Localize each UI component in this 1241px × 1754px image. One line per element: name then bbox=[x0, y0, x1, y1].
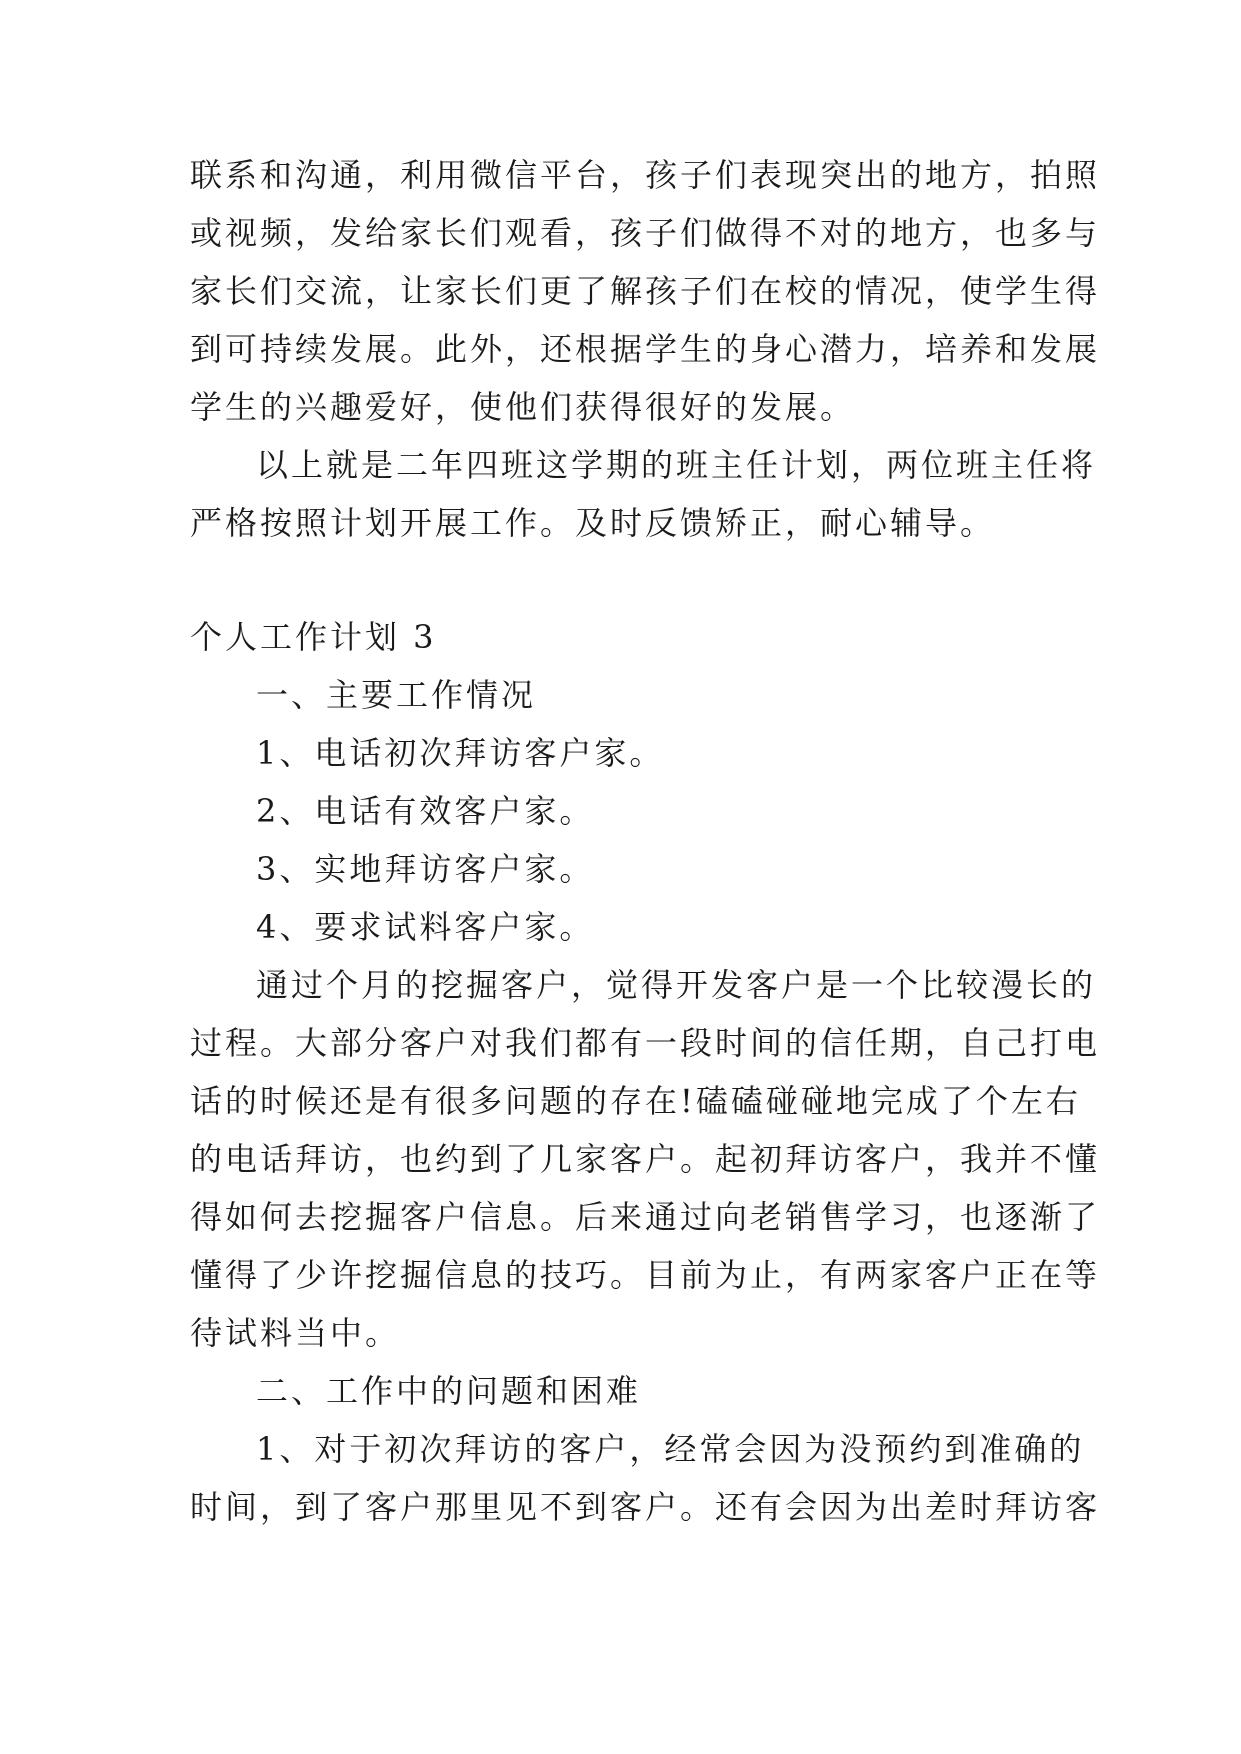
heading-main-work: 一、主要工作情况 bbox=[256, 676, 537, 714]
list-item: 2、电话有效客户家。 bbox=[256, 792, 595, 830]
paragraph-line: 话的时候还是有很多问题的存在!磕磕碰碰地完成了个左右 bbox=[190, 1082, 1081, 1120]
paragraph-line: 的电话拜访，也约到了几家客户。起初拜访客户，我并不懂 bbox=[190, 1140, 1101, 1178]
list-item: 3、实地拜访客户家。 bbox=[256, 850, 595, 888]
paragraph-line: 过程。大部分客户对我们都有一段时间的信任期，自己打电 bbox=[190, 1024, 1101, 1062]
paragraph-line: 时间，到了客户那里见不到客户。还有会因为出差时拜访客 bbox=[190, 1488, 1101, 1526]
paragraph-line: 家长们交流，让家长们更了解孩子们在校的情况，使学生得 bbox=[190, 272, 1101, 310]
paragraph-line: 1、对于初次拜访的客户，经常会因为没预约到准确的 bbox=[256, 1430, 1085, 1468]
paragraph-line: 或视频，发给家长们观看，孩子们做得不对的地方，也多与 bbox=[190, 214, 1101, 252]
paragraph-line: 得如何去挖掘客户信息。后来通过向老销售学习，也逐渐了 bbox=[190, 1198, 1101, 1236]
list-item: 1、电话初次拜访客户家。 bbox=[256, 734, 665, 772]
paragraph-line: 联系和沟通，利用微信平台，孩子们表现突出的地方，拍照 bbox=[190, 156, 1101, 194]
paragraph-line: 通过个月的挖掘客户，觉得开发客户是一个比较漫长的 bbox=[256, 966, 1097, 1004]
heading-problems: 二、工作中的问题和困难 bbox=[256, 1372, 642, 1410]
paragraph-line: 学生的兴趣爱好，使他们获得很好的发展。 bbox=[190, 388, 856, 426]
section-title: 个人工作计划 3 bbox=[190, 618, 437, 656]
paragraph-line: 严格按照计划开展工作。及时反馈矫正，耐心辅导。 bbox=[190, 504, 996, 542]
list-item: 4、要求试料客户家。 bbox=[256, 908, 595, 946]
paragraph-line: 到可持续发展。此外，还根据学生的身心潜力，培养和发展 bbox=[190, 330, 1101, 368]
paragraph-line: 待试料当中。 bbox=[190, 1314, 401, 1352]
paragraph-line: 以上就是二年四班这学期的班主任计划，两位班主任将 bbox=[256, 446, 1097, 484]
paragraph-line: 懂得了少许挖掘信息的技巧。目前为止，有两家客户正在等 bbox=[190, 1256, 1101, 1294]
